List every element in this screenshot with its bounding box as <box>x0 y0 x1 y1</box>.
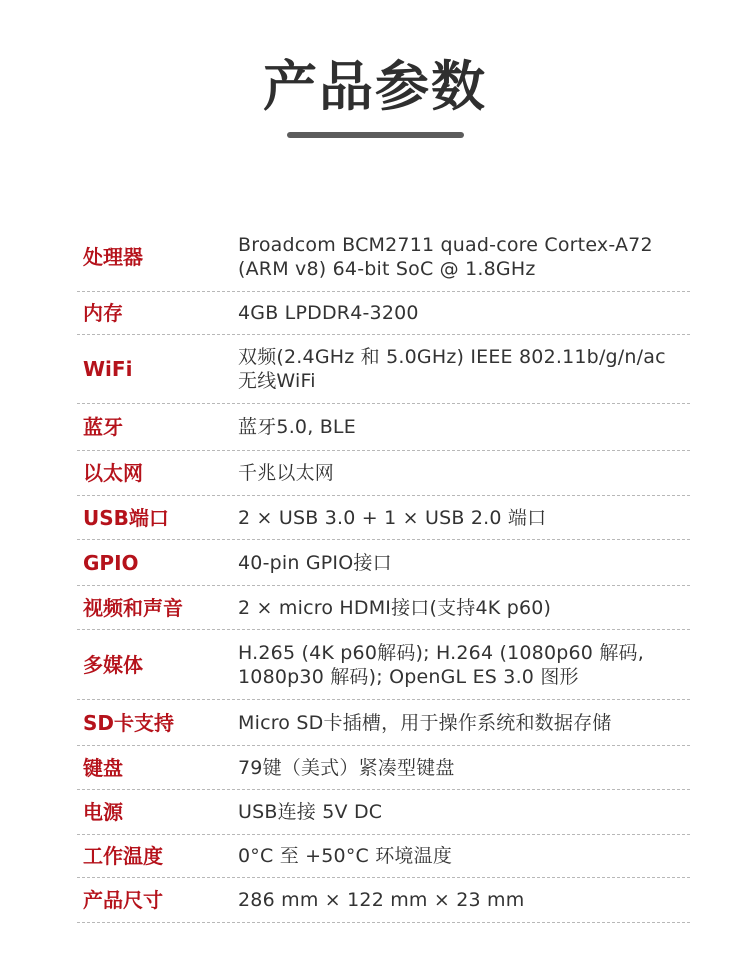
spec-label: 内存 <box>83 301 123 325</box>
spec-row-usb <box>77 496 690 540</box>
spec-value: Micro SD卡插槽，用于操作系统和数据存储 <box>238 711 612 734</box>
spec-label: 产品尺寸 <box>83 888 163 912</box>
spec-label: 处理器 <box>83 244 143 269</box>
spec-value: 0°C 至 +50°C 环境温度 <box>238 845 453 867</box>
spec-value: 双频(2.4GHz 和 5.0GHz) IEEE 802.11b/g/n/ac 无线WiFi <box>238 346 666 392</box>
spec-table <box>77 222 690 923</box>
spec-label: GPIO <box>83 550 139 575</box>
spec-row-ethernet <box>77 451 690 496</box>
spec-label: 键盘 <box>83 755 123 780</box>
spec-label: SD卡支持 <box>83 710 175 735</box>
spec-row-dimensions <box>77 878 690 923</box>
spec-value: 4GB LPDDR4-3200 <box>238 302 419 324</box>
spec-value: USB连接 5V DC <box>238 801 383 823</box>
spec-label: 多媒体 <box>83 652 143 677</box>
spec-row-keyboard <box>77 746 690 790</box>
spec-row-gpio <box>77 540 690 586</box>
spec-value: 2 × micro HDMI接口(支持4K p60) <box>238 596 552 619</box>
spec-row-sd-card <box>77 700 690 746</box>
spec-label: WiFi <box>83 357 133 381</box>
spec-value: Broadcom BCM2711 quad-core Cortex-A72 (ARM v8) 64-bit SoC @ 1.8GHz <box>238 233 653 280</box>
spec-label: USB端口 <box>83 505 169 530</box>
spec-row-temperature <box>77 835 690 878</box>
spec-value: 2 × USB 3.0 + 1 × USB 2.0 端口 <box>238 506 547 529</box>
spec-value: H.265 (4K p60解码); H.264 (1080p60 解码, 1080p30 解码); OpenGL ES 3.0 图形 <box>238 641 644 688</box>
spec-label: 工作温度 <box>83 844 163 868</box>
spec-value: 286 mm × 122 mm × 23 mm <box>238 889 525 911</box>
spec-row-multimedia <box>77 630 690 700</box>
spec-row-power <box>77 790 690 835</box>
spec-label: 以太网 <box>83 461 143 485</box>
spec-value: 蓝牙5.0, BLE <box>238 416 356 438</box>
spec-row-memory <box>77 292 690 335</box>
spec-value: 40-pin GPIO接口 <box>238 551 392 574</box>
spec-row-wifi <box>77 335 690 404</box>
spec-row-video-audio <box>77 586 690 630</box>
spec-label: 蓝牙 <box>83 415 123 439</box>
spec-row-bluetooth <box>77 404 690 451</box>
spec-row-processor <box>77 222 690 292</box>
spec-label: 视频和声音 <box>83 595 183 620</box>
spec-value: 79键（美式）紧凑型键盘 <box>238 756 455 779</box>
page-title: 产品参数 <box>263 55 487 118</box>
spec-value: 千兆以太网 <box>238 462 335 484</box>
title-underline <box>287 132 464 138</box>
spec-label: 电源 <box>83 800 123 824</box>
